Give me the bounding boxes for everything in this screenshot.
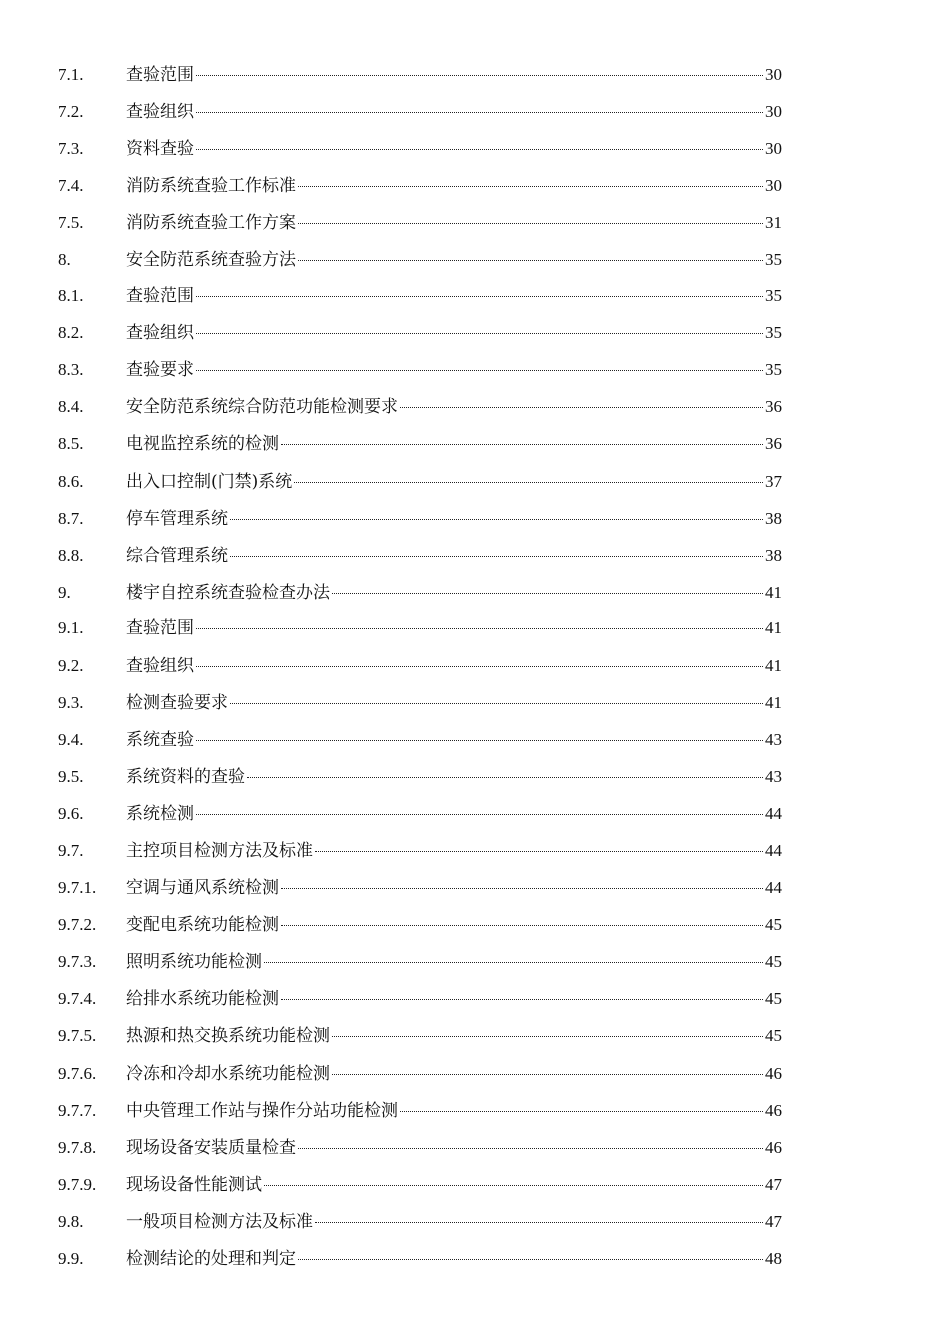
toc-entry[interactable] (58, 537, 782, 574)
dot-leader (298, 1148, 763, 1149)
toc-entry-number: 8.3. (58, 360, 84, 380)
dot-leader (298, 260, 763, 261)
dot-leader (196, 740, 763, 741)
toc-entry[interactable] (58, 351, 782, 388)
dot-leader (230, 703, 763, 704)
table-of-contents (58, 56, 782, 1277)
toc-entry-number: 8. (58, 250, 71, 270)
dot-leader (247, 777, 763, 778)
toc-entry-number: 9.1. (58, 618, 84, 638)
toc-entry-title: 消防系统查验工作方案 (126, 213, 296, 234)
dot-leader (196, 370, 763, 371)
toc-entry-page: 38 (765, 545, 782, 565)
toc-entry[interactable] (58, 1092, 782, 1129)
toc-entry-title: 空调与通风系统检测 (126, 878, 279, 899)
dot-leader (298, 1259, 763, 1260)
toc-entry-number: 9.3. (58, 692, 84, 712)
dot-leader (196, 296, 763, 297)
toc-entry-title: 一般项目检测方法及标准 (126, 1211, 313, 1232)
dot-leader (264, 962, 763, 963)
toc-entry-number: 7.3. (58, 139, 84, 159)
toc-entry-number: 7.5. (58, 213, 84, 233)
toc-entry-page: 36 (765, 397, 782, 417)
dot-leader (196, 666, 763, 667)
toc-entry-number: 8.4. (58, 397, 84, 417)
toc-entry-page: 44 (765, 803, 782, 823)
toc-entry-page: 41 (765, 692, 782, 712)
dot-leader (196, 333, 763, 334)
toc-entry-page: 43 (765, 729, 782, 749)
toc-entry-title: 变配电系统功能检测 (126, 915, 279, 936)
dot-leader (332, 1036, 763, 1037)
toc-entry-page: 45 (765, 915, 782, 935)
toc-entry-title: 系统查验 (126, 729, 194, 750)
toc-entry-title: 现场设备性能测试 (126, 1174, 262, 1195)
toc-entry-title: 安全防范系统综合防范功能检测要求 (126, 397, 398, 418)
toc-entry-number: 9.9. (58, 1249, 84, 1268)
toc-entry[interactable] (58, 463, 782, 500)
toc-entry[interactable] (58, 388, 782, 425)
toc-entry[interactable] (58, 906, 782, 943)
dot-leader (400, 407, 763, 408)
toc-entry[interactable] (58, 56, 782, 93)
toc-entry-number: 9.6. (58, 803, 84, 823)
toc-entry-page: 44 (765, 840, 782, 860)
toc-entry-page: 31 (765, 213, 782, 233)
toc-entry-page: 43 (765, 766, 782, 786)
toc-entry-number: 8.8. (58, 545, 84, 565)
dot-leader (281, 444, 763, 445)
dot-leader (264, 1185, 763, 1186)
toc-entry[interactable] (58, 1240, 782, 1277)
toc-entry-page: 46 (765, 1063, 782, 1083)
toc-entry-number: 9.7. (58, 840, 84, 860)
toc-entry-page: 46 (765, 1100, 782, 1120)
toc-entry[interactable] (58, 1129, 782, 1166)
toc-entry-number: 8.6. (58, 471, 84, 491)
toc-entry[interactable] (58, 795, 782, 832)
toc-entry-title: 主控项目检测方法及标准 (126, 840, 313, 861)
toc-entry-number: 9.5. (58, 766, 84, 786)
dot-leader (230, 556, 763, 557)
toc-entry-number: 9.7.1. (58, 878, 97, 898)
toc-entry-number: 9.2. (58, 655, 84, 675)
dot-leader (281, 999, 763, 1000)
toc-entry[interactable] (58, 980, 782, 1017)
toc-entry[interactable] (58, 943, 782, 980)
toc-entry[interactable] (58, 721, 782, 758)
toc-entry-number: 8.5. (58, 434, 84, 454)
dot-leader (298, 186, 763, 187)
toc-entry-title: 安全防范系统查验方法 (126, 250, 296, 271)
toc-entry[interactable] (58, 1166, 782, 1203)
toc-entry-title: 检测结论的处理和判定 (126, 1249, 296, 1269)
toc-entry-page: 35 (765, 323, 782, 343)
toc-entry[interactable] (58, 500, 782, 537)
toc-chapter-entry[interactable] (58, 241, 782, 277)
toc-entry-number: 9.4. (58, 729, 84, 749)
toc-entry[interactable] (58, 1203, 782, 1240)
toc-entry-title: 查验组织 (126, 102, 194, 123)
toc-entry-title: 检测查验要求 (126, 692, 228, 713)
dot-leader (196, 628, 763, 629)
toc-entry-page: 47 (765, 1174, 782, 1194)
toc-entry-title: 资料查验 (126, 139, 194, 160)
toc-entry-title: 现场设备安装质量检查 (126, 1137, 296, 1158)
toc-entry[interactable] (58, 204, 782, 241)
toc-entry-number: 9.7.9. (58, 1174, 97, 1194)
toc-entry[interactable] (58, 130, 782, 167)
toc-entry-title: 中央管理工作站与操作分站功能检测 (126, 1100, 398, 1121)
toc-entry-page: 37 (765, 471, 782, 491)
toc-entry-page: 44 (765, 878, 782, 898)
toc-entry-title: 查验组织 (126, 323, 194, 344)
toc-entry-number: 9.7.8. (58, 1137, 97, 1157)
toc-entry-title: 查验范围 (126, 65, 194, 85)
toc-entry[interactable] (58, 647, 782, 684)
dot-leader (315, 851, 763, 852)
toc-entry[interactable] (58, 609, 782, 646)
toc-entry-number: 9.7.4. (58, 989, 97, 1009)
dot-leader (196, 814, 763, 815)
toc-entry[interactable] (58, 758, 782, 795)
toc-entry-page: 41 (765, 582, 782, 602)
toc-entry-title: 查验要求 (126, 360, 194, 381)
toc-entry-page: 45 (765, 1026, 782, 1046)
toc-entry[interactable] (58, 1055, 782, 1092)
toc-entry-number: 7.1. (58, 65, 84, 84)
toc-entry-page: 46 (765, 1137, 782, 1157)
toc-entry-page: 30 (765, 139, 782, 159)
toc-entry[interactable] (58, 869, 782, 906)
toc-entry-number: 8.7. (58, 508, 84, 528)
toc-entry-title: 停车管理系统 (126, 508, 228, 529)
toc-entry[interactable] (58, 314, 782, 351)
toc-entry-number: 9.8. (58, 1211, 84, 1231)
dot-leader (315, 1222, 763, 1223)
toc-entry-title: 查验组织 (126, 655, 194, 676)
toc-entry-page: 48 (765, 1249, 782, 1268)
toc-entry[interactable] (58, 832, 782, 869)
dot-leader (196, 149, 763, 150)
dot-leader (332, 1074, 763, 1075)
toc-entry-number: 9.7.6. (58, 1063, 97, 1083)
dot-leader (196, 75, 763, 76)
toc-entry-number: 9.7.7. (58, 1100, 97, 1120)
toc-entry-number: 8.1. (58, 286, 84, 306)
dot-leader (332, 593, 763, 594)
toc-entry-title: 出入口控制(门禁)系统 (126, 471, 293, 492)
toc-entry-title: 系统资料的查验 (126, 766, 245, 787)
dot-leader (281, 888, 763, 889)
toc-entry[interactable] (58, 167, 782, 204)
dot-leader (196, 112, 763, 113)
toc-entry-title: 综合管理系统 (126, 545, 228, 566)
toc-entry-page: 47 (765, 1211, 782, 1231)
dot-leader (298, 223, 763, 224)
toc-entry-page: 41 (765, 618, 782, 638)
toc-entry-page: 30 (765, 176, 782, 196)
toc-entry-page: 35 (765, 286, 782, 306)
toc-entry-number: 9.7.3. (58, 952, 97, 972)
toc-entry-number: 7.4. (58, 176, 84, 196)
toc-entry[interactable] (58, 425, 782, 462)
toc-entry-title: 系统检测 (126, 803, 194, 824)
toc-entry-title: 给排水系统功能检测 (126, 989, 279, 1010)
toc-entry-page: 41 (765, 655, 782, 675)
toc-entry-title: 冷冻和冷却水系统功能检测 (126, 1063, 330, 1084)
toc-entry[interactable] (58, 684, 782, 721)
toc-entry-title: 热源和热交换系统功能检测 (126, 1026, 330, 1047)
toc-entry-page: 35 (765, 360, 782, 380)
toc-entry-title: 照明系统功能检测 (126, 952, 262, 973)
toc-entry-title: 消防系统查验工作标准 (126, 176, 296, 197)
toc-entry-number: 9.7.5. (58, 1026, 97, 1046)
toc-entry[interactable] (58, 277, 782, 314)
toc-entry[interactable] (58, 1017, 782, 1054)
toc-entry-page: 38 (765, 508, 782, 528)
dot-leader (281, 925, 763, 926)
toc-entry-page: 45 (765, 989, 782, 1009)
dot-leader (230, 519, 763, 520)
toc-entry-title: 楼宇自控系统查验检查办法 (126, 582, 330, 603)
toc-entry-page: 35 (765, 250, 782, 270)
toc-entry-page: 36 (765, 434, 782, 454)
toc-chapter-entry[interactable] (58, 574, 782, 610)
dot-leader (294, 482, 763, 483)
dot-leader (400, 1111, 763, 1112)
toc-entry-number: 9. (58, 582, 71, 602)
toc-entry-title: 电视监控系统的检测 (126, 434, 279, 455)
toc-entry-number: 9.7.2. (58, 915, 97, 935)
toc-entry-number: 7.2. (58, 102, 84, 122)
toc-entry-title: 查验范围 (126, 286, 194, 307)
toc-entry[interactable] (58, 93, 782, 130)
toc-entry-page: 30 (765, 102, 782, 122)
toc-entry-page: 45 (765, 952, 782, 972)
toc-entry-number: 8.2. (58, 323, 84, 343)
toc-entry-page: 30 (765, 65, 782, 84)
toc-entry-title: 查验范围 (126, 618, 194, 639)
